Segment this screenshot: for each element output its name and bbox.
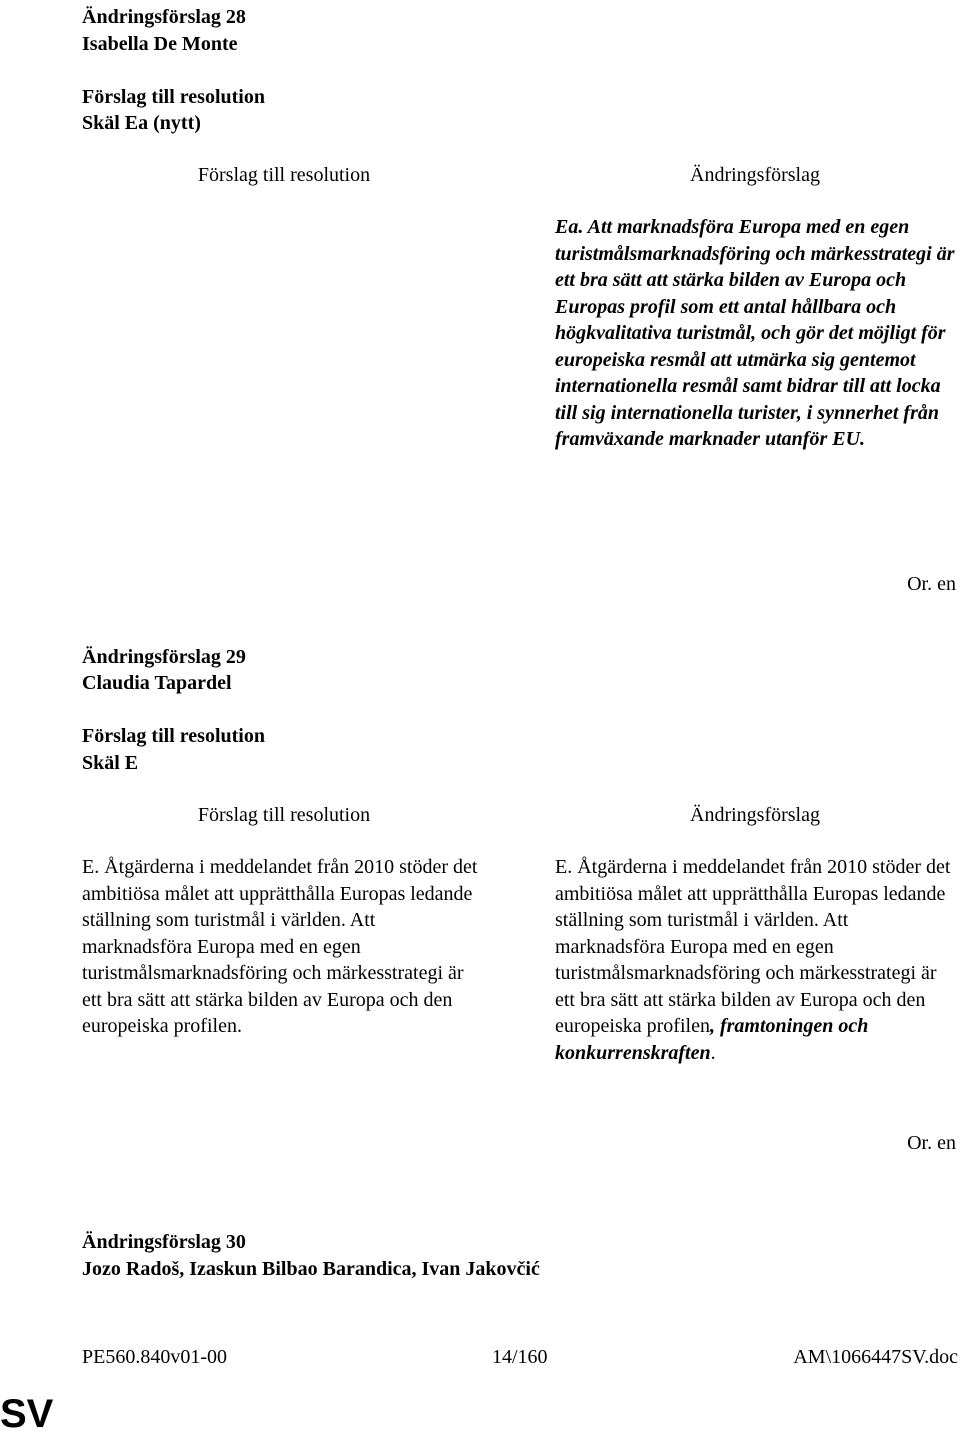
amendment-28-author: Isabella De Monte: [82, 33, 238, 55]
amendment-29-amended-text: [555, 854, 955, 1066]
amendment-29-original-language: Or. en: [907, 1132, 956, 1154]
amendment-28-amended-text: Ea. Att marknadsföra Europa med en egen turistmålsmarknadsföring och märkesstrategi är ett bra sätt att stärka bilden av Europa och Europas profil som ett antal hållbara och högkvalitativa turistmål, och gör det möjligt för europeiska resmål att utmärka sig gentemot internationella resmål samt bidrar till att locka till sig internationella turister, i synnerhet från framväxande marknader utanför EU.: [555, 216, 955, 450]
amendment-29-amended-text-end: .: [710, 1041, 716, 1064]
amendment-28-left-column-header: Förslag till resolution: [197, 164, 371, 186]
amendment-28-item: Skäl Ea (nytt): [82, 112, 201, 134]
amendment-29-added-text: , framtoningen och konkurrenskraften: [555, 1015, 869, 1064]
amendment-29-author: Claudia Tapardel: [82, 672, 232, 694]
footer-language-code: SV: [0, 1392, 54, 1436]
amendment-29-number: Ändringsförslag 29: [82, 646, 246, 668]
amendment-28-original-language: Or. en: [907, 573, 956, 595]
amendment-29-original-text: E. Åtgärderna i meddelandet från 2010 stöder det ambitiösa målet att upprätthålla Europas ledande ställning som turistmål i världen. Att marknadsföra Europa med en egen turistmålsmarknadsföring och märkesstrategi är ett bra sätt att stärka bilden av Europa och den europeiska profilen.: [82, 856, 478, 1037]
amendment-30-author: Jozo Radoš, Izaskun Bilbao Barandica, Ivan Jakovčić: [82, 1258, 540, 1280]
amendment-30-number: Ändringsförslag 30: [82, 1231, 246, 1253]
footer-page-number: 14/160: [492, 1346, 548, 1368]
amendment-29-left-column-header: Förslag till resolution: [197, 804, 371, 826]
amendment-28-right-column-header: Ändringsförslag: [690, 164, 820, 186]
amendment-29-section: Förslag till resolution: [82, 725, 265, 747]
footer-file-name: AM\1066447SV.doc: [793, 1346, 958, 1368]
amendment-29-amended-text-base: E. Åtgärderna i meddelandet från 2010 stöder det ambitiösa målet att upprätthålla Europas ledande ställning som turistmål i världen. Att marknadsföra Europa med en egen turistmålsmarknadsföring och märkesstrategi är ett bra sätt att stärka bilden av Europa och den europeiska profilen: [555, 856, 951, 1037]
amendment-29-right-column-header: Ändringsförslag: [690, 804, 820, 826]
amendment-28-number: Ändringsförslag 28: [82, 6, 246, 28]
footer-document-reference: PE560.840v01-00: [82, 1346, 227, 1368]
amendment-29-item: Skäl E: [82, 752, 139, 774]
amendment-28-section: Förslag till resolution: [82, 86, 265, 108]
